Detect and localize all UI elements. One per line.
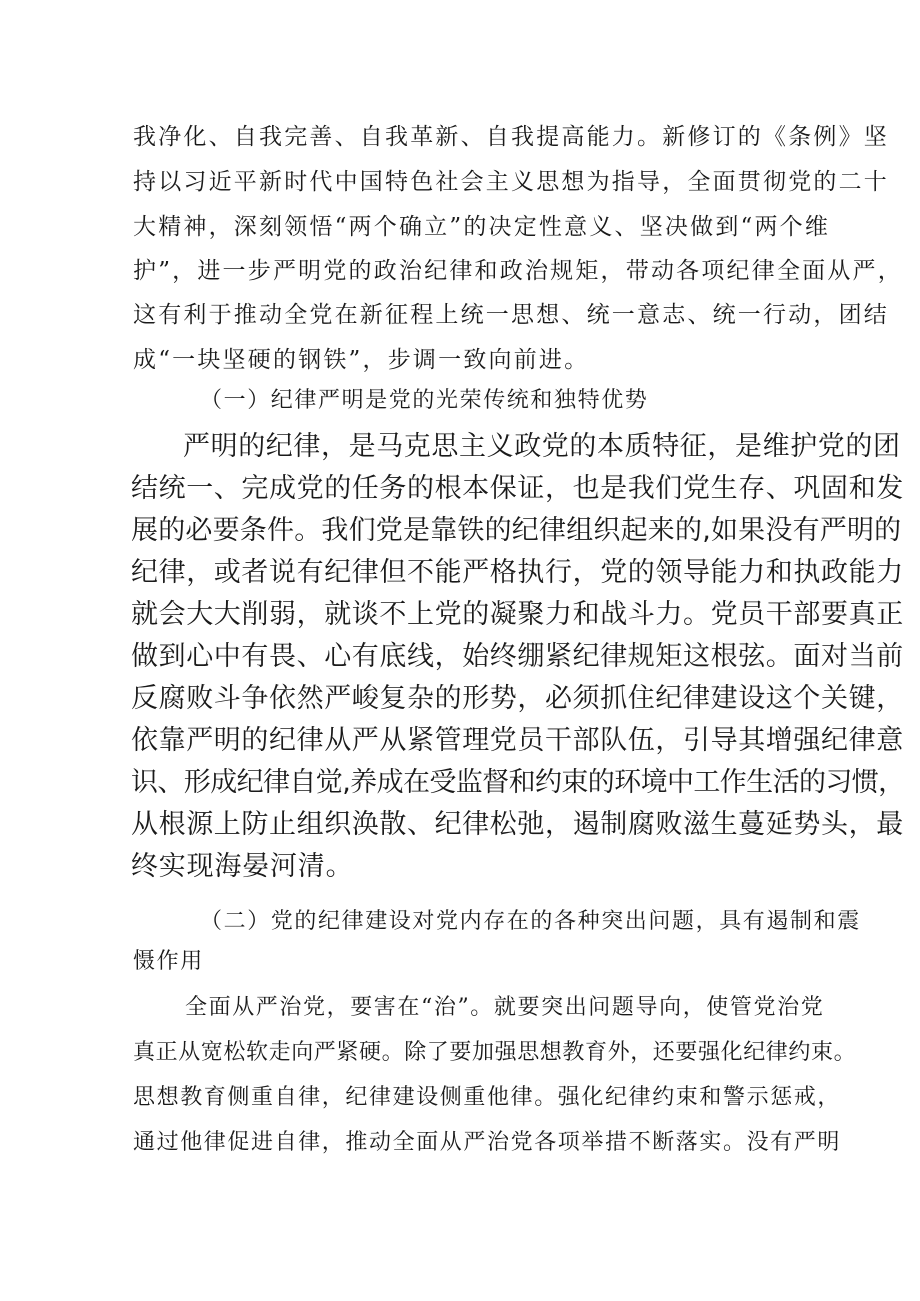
text-line: 真正从宽松软走向严紧硬。除了要加强思想教育外，还要强化纪律约束。 <box>133 1040 857 1065</box>
text-line: 展的必要条件。我们党是靠铁的纪律组织起来的,如果没有严明的 <box>131 515 902 546</box>
text-line: 通过他律促进自律，推动全面从严治党各项举措不断落实。没有严明 <box>133 1130 842 1155</box>
text-line: 大精神，深刻领悟“两个确立”的决定性意义、坚决做到“两个维 <box>133 214 831 240</box>
text-line: 严明的纪律，是马克思主义政党的本质特征，是维护党的团 <box>183 431 901 462</box>
text-line: 思想教育侧重自律，纪律建设侧重他律。强化纪律约束和警示惩戒， <box>133 1085 842 1110</box>
text-line: 终实现海晏河清。 <box>131 851 354 882</box>
text-line: 结统一、完成党的任务的根本保证，也是我们党生存、巩固和发 <box>131 473 904 504</box>
text-line: 这有利于推动全党在新征程上统一思想、统一意志、统一行动，团结 <box>133 302 889 328</box>
text-line: （二）党的纪律建设对党内存在的各种突出问题，具有遏制和震 <box>200 909 861 934</box>
text-line: 纪律，或者说有纪律但不能严格执行，党的领导能力和执政能力 <box>131 557 904 588</box>
text-line: 依靠严明的纪律从严从紧管理党员干部队伍，引导其增强纪律意 <box>131 725 904 756</box>
text-line: 成“一块坚硬的钢铁”，步调一致向前进。 <box>133 347 590 373</box>
text-line: 全面从严治党，要害在“治”。就要突出问题导向，使管党治党 <box>185 995 825 1020</box>
text-line: 就会大大削弱，就谈不上党的凝聚力和战斗力。党员干部要真正 <box>131 599 904 630</box>
section-heading-1: （一）纪律严明是党的光荣传统和独特优势 <box>200 388 649 413</box>
text-line: 我净化、自我完善、自我革新、自我提高能力。新修订的《条例》坚 <box>133 124 889 150</box>
text-line: 持以习近平新时代中国特色社会主义思想为指导，全面贯彻党的二十 <box>133 169 889 195</box>
text-line: 识、形成纪律自觉,养成在受监督和约束的环境中工作生活的习惯， <box>131 767 905 798</box>
text-line: 护”，进一步严明党的政治纪律和政治规矩，带动各项纪律全面从严， <box>133 258 903 284</box>
text-line: 慑作用 <box>133 949 204 974</box>
text-line: 做到心中有畏、心有底线，始终绷紧纪律规矩这根弦。面对当前 <box>131 641 904 672</box>
text-line: 从根源上防止组织涣散、纪律松弛，遏制腐败滋生蔓延势头，最 <box>131 809 904 840</box>
text-line: 反腐败斗争依然严峻复杂的形势，必须抓住纪律建设这个关键， <box>131 683 904 714</box>
